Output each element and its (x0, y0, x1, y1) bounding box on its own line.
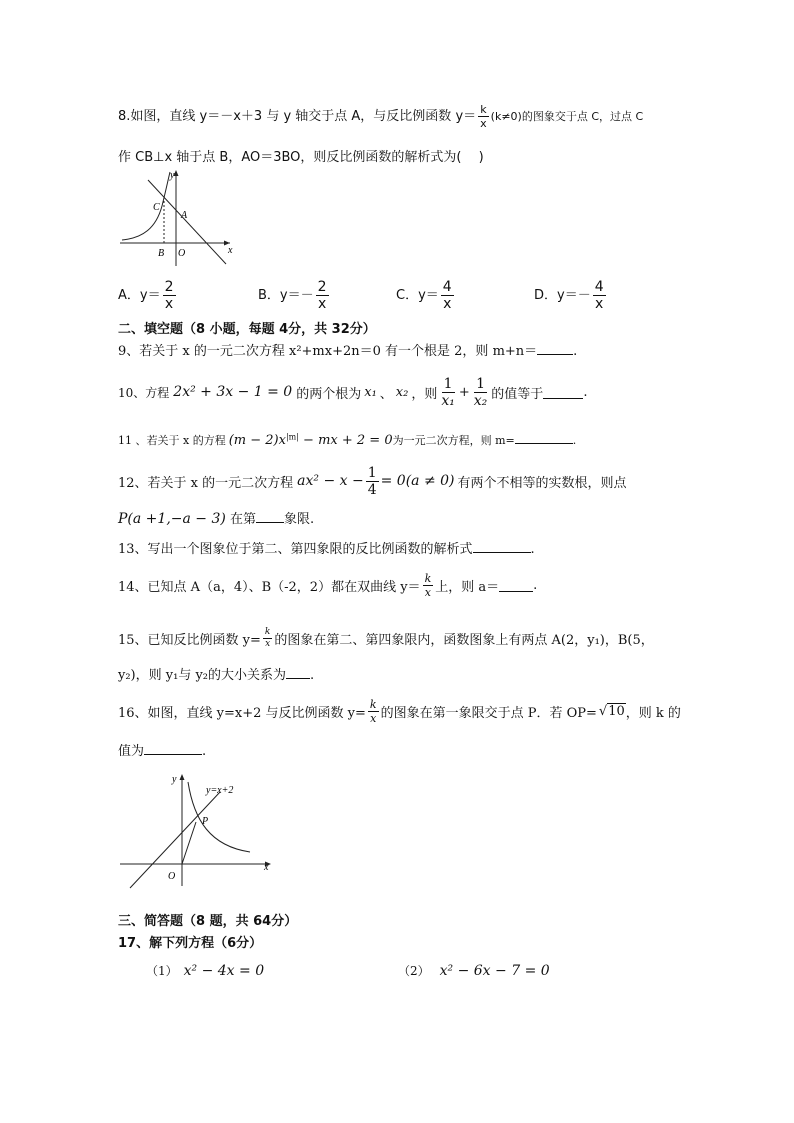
q12-blank[interactable] (256, 521, 284, 523)
q16-graph (118, 770, 278, 892)
label-O: O (168, 871, 176, 882)
q13-blank[interactable] (473, 551, 531, 553)
q11: 11 、若关于 x 的方程 $(m - 2)x^{|m|}$ − mx + 2 = 0为一元二次方程，则 m= . (118, 432, 577, 448)
label-O: O (178, 248, 186, 259)
q14: 14、已知点 A（a，4）、B（-2，2）都在双曲线 y＝ $\frac{k}{x}$ 上，则 a＝ . (118, 571, 538, 599)
q12-line2: P(a +1,−a − 3) 在第 象限. (118, 511, 315, 527)
label-P: P (202, 816, 209, 827)
q10-blank[interactable] (543, 397, 583, 399)
q16-line1: 16、如图，直线 y=x+2 与反比例函数 y= $\frac{k}{x}$ 的图象在第一象限交于点 P．若 OP= √ 10 ，则 k 的 (118, 697, 681, 725)
q8-graph (118, 166, 238, 270)
q17-title: 17、解下列方程（6分） (118, 936, 263, 951)
q13: 13、写出一个图象位于第二、第四象限的反比例函数的解析式 . (118, 542, 535, 557)
label-x: x (228, 245, 233, 256)
q16-line2: 值为 . (118, 744, 207, 759)
y-arrow-icon (180, 774, 185, 780)
sqrt-ten: 10 (608, 704, 625, 719)
section-3-heading: 三、简答题（8 题，共 64分） (118, 914, 298, 929)
q8-option-b[interactable]: B．y＝－ $\frac{2}{x}$ (258, 279, 327, 312)
label-x: x (264, 862, 269, 873)
hyperbola-curve (122, 172, 170, 240)
q16-blank[interactable] (144, 753, 202, 755)
q15-line1: 15、已知反比例函数 y= $\frac{k}{x}$ 的图象在第二、第四象限内，函数图象上有两点 A(2，y₁)，B(5， (118, 626, 654, 649)
q8-option-d[interactable]: D．y＝－ $\frac{4}{x}$ (534, 279, 604, 312)
q9-blank[interactable] (537, 353, 573, 355)
q17-part1: （1） x² − 4x = 0 (146, 963, 265, 979)
q9: 9、若关于 x 的一元二次方程 x²+mx+2n＝0 有一个根是 2，则 m+n＝ . (118, 344, 578, 359)
q8-option-c[interactable]: C．y＝ $\frac{4}{x}$ (396, 279, 452, 312)
q8-line1 (118, 104, 643, 129)
q8-fraction: $\frac{k}{x}$ (480, 103, 487, 130)
q15-line2: y₂)，则 y₁与 y₂的大小关系为 . (118, 668, 315, 683)
label-B: B (158, 248, 165, 259)
label-y: y (170, 170, 175, 181)
q8-text-b: (k≠0)的图象交于点 C，过点 C (490, 110, 644, 123)
q11-blank[interactable] (515, 442, 573, 444)
q8-line2: 作 CB⊥x 轴于点 B，AO＝3BO，则反比例函数的解析式为( ) (118, 150, 484, 165)
label-y: y (172, 774, 177, 785)
op-segment (182, 822, 196, 864)
label-A: A (181, 210, 188, 221)
label-C: C (153, 202, 160, 213)
label-line: y=x+2 (206, 785, 234, 796)
q8-option-a[interactable]: A．y＝ $\frac{2}{x}$ (118, 279, 174, 312)
q15-blank[interactable] (286, 677, 310, 679)
q12-line1: 12、若关于 x 的一元二次方程 ax² − x − $\frac{1}{4}$ = 0(a ≠ 0) 有两个不相等的实数根，则点 (118, 464, 627, 498)
q17-part2: （2） x² − 6x − 7 = 0 (398, 963, 550, 979)
q8-text-a: 8.如图，直线 y＝－x＋3 与 y 轴交于点 A，与反比例函数 y＝ (118, 109, 477, 124)
q10: 10、方程 2x² + 3x − 1 = 0 的两个根为 x₁ 、 x₂ ，则 $\frac{1}{\text{x₁}}$ + $\frac{1}{\text{x₂}}$ 的值等于 . (118, 375, 588, 409)
section-2-heading: 二、填空题（8 小题，每题 4分，共 32分） (118, 322, 376, 337)
q14-blank[interactable] (499, 590, 533, 592)
